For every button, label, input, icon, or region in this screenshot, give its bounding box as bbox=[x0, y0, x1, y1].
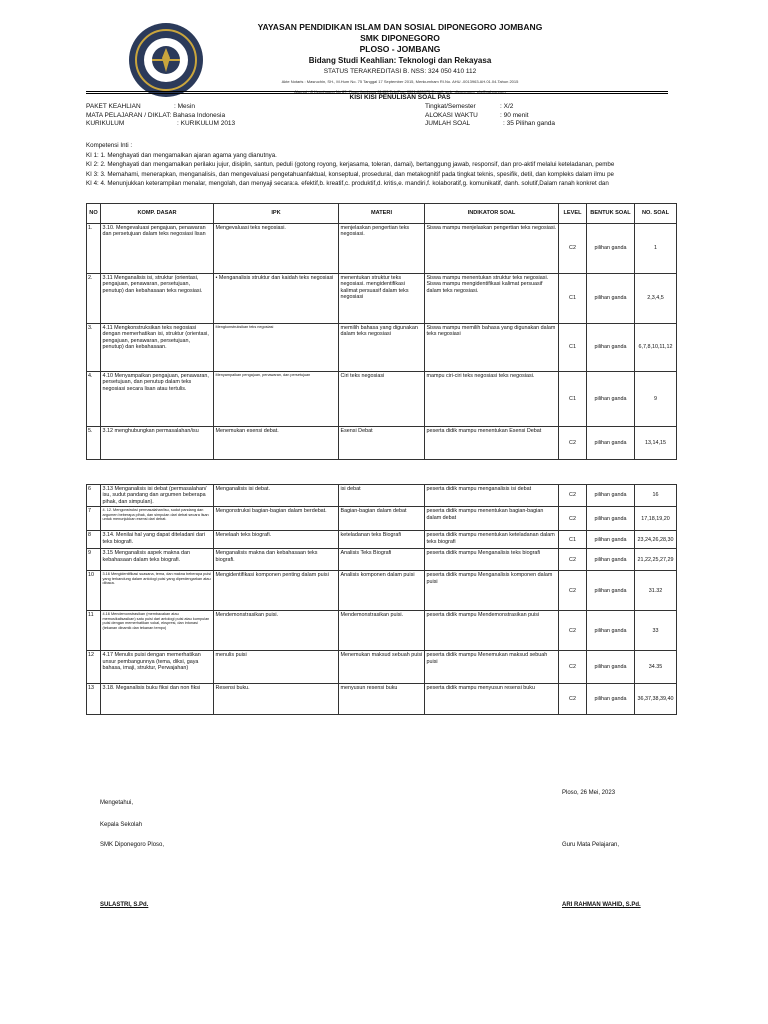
kepala-sekolah-label: Kepala Sekolah bbox=[100, 822, 143, 828]
place-date: Ploso, 26 Mei, 2023 bbox=[562, 790, 616, 796]
cell-level: C2 bbox=[559, 427, 587, 460]
cell-materi: memilih bahasa yang digunakan dalam teks negosiasi bbox=[339, 324, 425, 372]
cell-komp-dasar: 3.12 menghubungkan permasalahan/isu bbox=[101, 427, 214, 460]
cell-komp-dasar: 3.18. Meganalisis buku fiksi dan non fiksi bbox=[101, 684, 214, 715]
jumlah-value: : 35 Pilihan ganda bbox=[503, 120, 556, 127]
header-komp-dasar: KOMP. DASAR bbox=[101, 204, 214, 224]
cell-bentuk: pilihan ganda bbox=[587, 372, 635, 427]
meta-left bbox=[86, 103, 235, 129]
cell-no-soal: 17,18,19,20 bbox=[635, 507, 677, 531]
cell-level: C2 bbox=[559, 507, 587, 531]
cell-ipk: Resensi buku. bbox=[214, 684, 339, 715]
cell-bentuk: pilihan ganda bbox=[587, 224, 635, 274]
header-indikator: INDIKATOR SOAL bbox=[425, 204, 559, 224]
cell-no-soal: 2,3,4,5 bbox=[635, 274, 677, 324]
school-location: PLOSO - JOMBANG bbox=[359, 44, 441, 54]
document-title: KISI KISI PENULISAN SOAL PAS bbox=[349, 94, 451, 101]
cell-no-soal: 13,14,15 bbox=[635, 427, 677, 460]
cell-ipk: Menyampaikan pengajuan, penawaran, dan persetujuan bbox=[214, 372, 339, 427]
cell-materi: Menemukan maksud sebuah puisi bbox=[339, 651, 425, 684]
cell-level: C2 bbox=[559, 684, 587, 715]
table-header-row bbox=[87, 204, 677, 224]
paket-label: PAKET KEAHLIAN bbox=[86, 103, 141, 110]
cell-no: 12 bbox=[87, 651, 101, 684]
cell-ipk: Menganalisis isi debat. bbox=[214, 485, 339, 507]
cell-level: C1 bbox=[559, 372, 587, 427]
header-materi: MATERI bbox=[339, 204, 425, 224]
table-row bbox=[87, 224, 677, 274]
cell-ipk: Menemukan esensi debat. bbox=[214, 427, 339, 460]
cell-level: C2 bbox=[559, 651, 587, 684]
cell-no-soal: 9 bbox=[635, 372, 677, 427]
cell-komp-dasar: 3.11 Menganalisis isi, struktur (orientasi, pengajuan, penawaran, persetujuan, penutup) dan kebahasaan teks negosiasi. bbox=[101, 274, 214, 324]
cell-bentuk: pilihan ganda bbox=[587, 507, 635, 531]
cell-indikator: peserta didik mampu Menganalisis teks biografi bbox=[425, 549, 559, 571]
cell-level: C2 bbox=[559, 571, 587, 611]
cell-bentuk: pilihan ganda bbox=[587, 684, 635, 715]
kompetensi-inti bbox=[86, 141, 678, 189]
cell-indikator: peserta didik mampu menganalisis isi debat bbox=[425, 485, 559, 507]
cell-no-soal: 36,37,38,39,40 bbox=[635, 684, 677, 715]
cell-materi: Analisis komponen dalam puisi bbox=[339, 571, 425, 611]
cell-bentuk: pilihan ganda bbox=[587, 651, 635, 684]
cell-no: 11 bbox=[87, 611, 101, 651]
alokasi-value: : 90 menit bbox=[500, 111, 529, 119]
cell-indikator: peserta didik mampu menyusun resensi buku bbox=[425, 684, 559, 715]
cell-ipk: Menganalisis makna dan kebahasaan teks biografi. bbox=[214, 549, 339, 571]
cell-bentuk: pilihan ganda bbox=[587, 274, 635, 324]
cell-komp-dasar: 4. 12. Mengonstruksi permasalahan/isu, sudut pandang dan argumen beberapa pihak, dan simpulan dari debat secara lisan untuk menunjukkan esensi dari debat. bbox=[101, 507, 214, 531]
cell-materi: Mendemonstrasikan puisi. bbox=[339, 611, 425, 651]
cell-ipk: Mengkonstruksikan teks negosiasi bbox=[214, 324, 339, 372]
cell-indikator: peserta didik mampu menentukan bagian-bagian dalam debat bbox=[425, 507, 559, 531]
cell-komp-dasar: 3.14. Menilai hal yang dapat diteladani dari teks biografi. bbox=[101, 531, 214, 549]
cell-materi: menentukan struktur teks negosiasi. mengidentifikasi kalimat persuasif dalam teks negosiasi bbox=[339, 274, 425, 324]
cell-level: C2 bbox=[559, 611, 587, 651]
cell-indikator: mampu ciri-ciri teks negosiasi teks negosiasi. bbox=[425, 372, 559, 427]
cell-indikator: Siswa mampu memilih bahasa yang digunakan dalam teks negosiasi bbox=[425, 324, 559, 372]
cell-no: 13 bbox=[87, 684, 101, 715]
kepala-sekolah-name: SULASTRI, S.Pd. bbox=[100, 902, 149, 908]
guru-label: Guru Mata Pelajaran, bbox=[562, 842, 620, 848]
table-row bbox=[87, 531, 677, 549]
kompetensi-title: Kompetensi Inti : bbox=[86, 142, 133, 149]
cell-ipk: Mengonstruksi bagian-bagian dalam berdebat. bbox=[214, 507, 339, 531]
table-row bbox=[87, 372, 677, 427]
mapel-label: MATA PELAJARAN / DIKLAT: Bahasa Indonesia bbox=[86, 111, 226, 119]
cell-no: 7 bbox=[87, 507, 101, 531]
cell-indikator: peserta didik mampu Menemukan maksud sebuah puisi bbox=[425, 651, 559, 684]
letterhead bbox=[210, 22, 590, 97]
cell-ipk: • Menganalisis struktur dan kaidah teks negosiasi bbox=[214, 274, 339, 324]
cell-komp-dasar: 4.17 Menulis puisi dengan memerhatikan unsur pembangunnya (tema, diksi, gaya bahasa, imaji, struktur, Perwajahan) bbox=[101, 651, 214, 684]
table-row bbox=[87, 651, 677, 684]
cell-indikator: peserta didik mampu menentukan Esensi Debat bbox=[425, 427, 559, 460]
school-signature-label: SMK Diponegoro Ploso, bbox=[100, 842, 165, 848]
header-ipk: IPK bbox=[214, 204, 339, 224]
guru-name: ARI RAHMAN WAHID, S.Pd. bbox=[562, 902, 641, 908]
kisi-table-1 bbox=[86, 203, 677, 460]
cell-indikator: Siswa mampu menjelaskan pengertian teks negosiasi. bbox=[425, 224, 559, 274]
tingkat-label: Tingkat/Semester bbox=[425, 103, 476, 110]
table-row bbox=[87, 427, 677, 460]
ki-2: KI 2: 2. Menghayati dan mengamalkan perilaku jujur, disiplin, santun, peduli (gotong royong, kerjasama, toleran, damai), bertanggung jawab, responsif, dan pro-aktif melalui keteladanan, pembe bbox=[86, 161, 615, 168]
table-row bbox=[87, 485, 677, 507]
cell-no: 8 bbox=[87, 531, 101, 549]
cell-no-soal: 33 bbox=[635, 611, 677, 651]
cell-indikator: peserta didik mampu Menganalisis komponen dalam puisi bbox=[425, 571, 559, 611]
jumlah-label: JUMLAH SOAL bbox=[425, 120, 471, 127]
ki-4: KI 4: 4. Menunjukkan keterampilan menalar, mengolah, dan menyaji secara:a. efektif,b. kreatif,c. produktif,d. kritis,e. mandiri,f. kolaboratif,g. komunikatif, danh. solutif,Dalam ranah konkret dan bbox=[86, 180, 609, 187]
cell-materi: menyusun resensi buku bbox=[339, 684, 425, 715]
cell-no-soal: 21,22,25,27,29 bbox=[635, 549, 677, 571]
cell-level: C2 bbox=[559, 224, 587, 274]
cell-materi: keteladanan teks Biografi bbox=[339, 531, 425, 549]
cell-level: C1 bbox=[559, 531, 587, 549]
cell-ipk: menulis puisi bbox=[214, 651, 339, 684]
accreditation-status: STATUS TERAKREDITASI B. NSS: 324 050 410 112 bbox=[323, 68, 477, 75]
cell-komp-dasar: 3.13 Menganalisis isi debat (permasalahan/ isu, sudut pandang dan argumen beberapa pihak, dan simpulan). bbox=[101, 485, 214, 507]
cell-komp-dasar: 3.16 Mengidentifikasi suasana, tema, dan makna beberapa puisi yang terkandung dalam antologi puisi yang diperdengarkan atau dibaca. bbox=[101, 571, 214, 611]
table-row bbox=[87, 274, 677, 324]
cell-no: 5. bbox=[87, 427, 101, 460]
cell-bentuk: pilihan ganda bbox=[587, 549, 635, 571]
cell-level: C1 bbox=[559, 324, 587, 372]
cell-indikator: Siswa mampu menentukan struktur teks negosiasi. Siswa mampu mengidentifikasi kalimat persuasif dalam teks negosiasi. bbox=[425, 274, 559, 324]
cell-komp-dasar: 4.16 Mendemonstrasikan (membacakan atau memusikalisasikan) satu puisi dari antologi puisi atau kumpulan puisi dengan memerhatikan vokal, ekspresi, dan intonasi (tekanan dinamik dan tekanan tempo) bbox=[101, 611, 214, 651]
cell-no: 1. bbox=[87, 224, 101, 274]
ki-3: KI 3: 3. Memahami, menerapkan, menganalisis, dan mengevaluasi pengetahuanfaktual, konseptual, prosedural, dan metakognitif pada tingkat teknis, spesifik, detil, dan kompleks dalam ilmu pe bbox=[86, 170, 614, 178]
cell-bentuk: pilihan ganda bbox=[587, 427, 635, 460]
cell-no-soal: 6,7,8,10,11,12 bbox=[635, 324, 677, 372]
cell-bentuk: pilihan ganda bbox=[587, 611, 635, 651]
cell-bentuk: pilihan ganda bbox=[587, 531, 635, 549]
cell-materi: Analisis Teks Biografi bbox=[339, 549, 425, 571]
cell-level: C2 bbox=[559, 549, 587, 571]
kurikulum-label: KURIKULUM bbox=[86, 120, 125, 127]
header-no: NO bbox=[87, 204, 101, 224]
cell-no-soal: 16 bbox=[635, 485, 677, 507]
cell-indikator: peserta didik mampu menentukan keteladanan dalam teks biografi bbox=[425, 531, 559, 549]
header-bentuk: BENTUK SOAL bbox=[587, 204, 635, 224]
letterhead-divider bbox=[86, 91, 668, 92]
cell-no-soal: 31.32 bbox=[635, 571, 677, 611]
cell-materi: Bagian-bagian dalam debat bbox=[339, 507, 425, 531]
cell-level: C2 bbox=[559, 485, 587, 507]
cell-materi: Ciri teks negosiasi bbox=[339, 372, 425, 427]
cell-ipk: Mendemonstrasikan puisi. bbox=[214, 611, 339, 651]
cell-no: 6 bbox=[87, 485, 101, 507]
table-row bbox=[87, 684, 677, 715]
school-name: SMK DIPONEGORO bbox=[360, 33, 440, 43]
cell-bentuk: pilihan ganda bbox=[587, 485, 635, 507]
cell-no: 3. bbox=[87, 324, 101, 372]
bidang-studi: Bidang Studi Keahlian: Teknologi dan Rekayasa bbox=[308, 56, 492, 65]
cell-ipk: Menelaah teks biografi. bbox=[214, 531, 339, 549]
cell-komp-dasar: 3.15 Menganalisis aspek makna dan kebahasaan dalam teks biografi. bbox=[101, 549, 214, 571]
cell-no: 10 bbox=[87, 571, 101, 611]
cell-no-soal: 23,24,26,28,30 bbox=[635, 531, 677, 549]
cell-no: 4. bbox=[87, 372, 101, 427]
cell-bentuk: pilihan ganda bbox=[587, 571, 635, 611]
cell-no-soal: 1 bbox=[635, 224, 677, 274]
table-row bbox=[87, 324, 677, 372]
akte-notaris: Akte Notaris : Masruchin, SH., M.Hum No. 75 Tanggal 17 September 2015, Menkumham RI.No. AHU -0013963.AH.01.04.Tahun 2015 bbox=[281, 79, 519, 84]
cell-no: 9 bbox=[87, 549, 101, 571]
cell-no-soal: 34.35 bbox=[635, 651, 677, 684]
kurikulum-value: : KURIKULUM 2013 bbox=[177, 120, 236, 127]
table-row bbox=[87, 571, 677, 611]
yayasan-name: YAYASAN PENDIDIKAN ISLAM DAN SOSIAL DIPONEGORO JOMBANG bbox=[257, 22, 543, 32]
table-row bbox=[87, 611, 677, 651]
tingkat-value: : X/2 bbox=[500, 103, 514, 110]
cell-level: C1 bbox=[559, 274, 587, 324]
cell-ipk: Mengidentifikasi komponen penting dalam puisi bbox=[214, 571, 339, 611]
kisi-table-2 bbox=[86, 484, 677, 715]
header-level: LEVEL bbox=[559, 204, 587, 224]
table-row bbox=[87, 549, 677, 571]
mengetahui: Mengetahui, bbox=[100, 800, 134, 806]
paket-value: : Mesin bbox=[174, 103, 195, 110]
header-no-soal: NO. SOAL bbox=[635, 204, 677, 224]
school-address: Alamat : Jl Kepuhgang No 87. Ploso Jombang 61453 Telp/Fax. 0321-885975 E-mail: smk_diponegoro_pls@yahoo.com bbox=[294, 89, 506, 94]
cell-komp-dasar: 4.10 Menyampaikan pengajuan, penawaran, persetujuan, dan penutup dalam teks negosiasi secara lisan atau tertulis. bbox=[101, 372, 214, 427]
cell-komp-dasar: 4.11 Mengkonstruksikan teks negosiasi dengan memerhatikan isi, struktur (orientasi, pengajuan, penawaran, persetujuan, penutup) dan kebahasaan. bbox=[101, 324, 214, 372]
cell-materi: isi debat bbox=[339, 485, 425, 507]
ki-1: KI 1: 1. Menghayati dan mengamalkan ajaran agama yang dianutnya. bbox=[86, 151, 277, 159]
cell-ipk: Mengevaluasi teks negosiasi. bbox=[214, 224, 339, 274]
table-row bbox=[87, 507, 677, 531]
alokasi-label: ALOKASI WAKTU bbox=[425, 111, 478, 119]
cell-indikator: peserta didik mampu Mendemonstrasikan puisi bbox=[425, 611, 559, 651]
cell-materi: Esensi Debat bbox=[339, 427, 425, 460]
cell-materi: menjelaskan pengertian teks negosiasi. bbox=[339, 224, 425, 274]
cell-bentuk: pilihan ganda bbox=[587, 324, 635, 372]
school-logo bbox=[128, 22, 204, 98]
meta-right bbox=[425, 103, 555, 129]
cell-no: 2. bbox=[87, 274, 101, 324]
cell-komp-dasar: 3.10. Mengevaluasi pengajuan, penawaran dan persetujuan dalam teks negosiasi lisan bbox=[101, 224, 214, 274]
